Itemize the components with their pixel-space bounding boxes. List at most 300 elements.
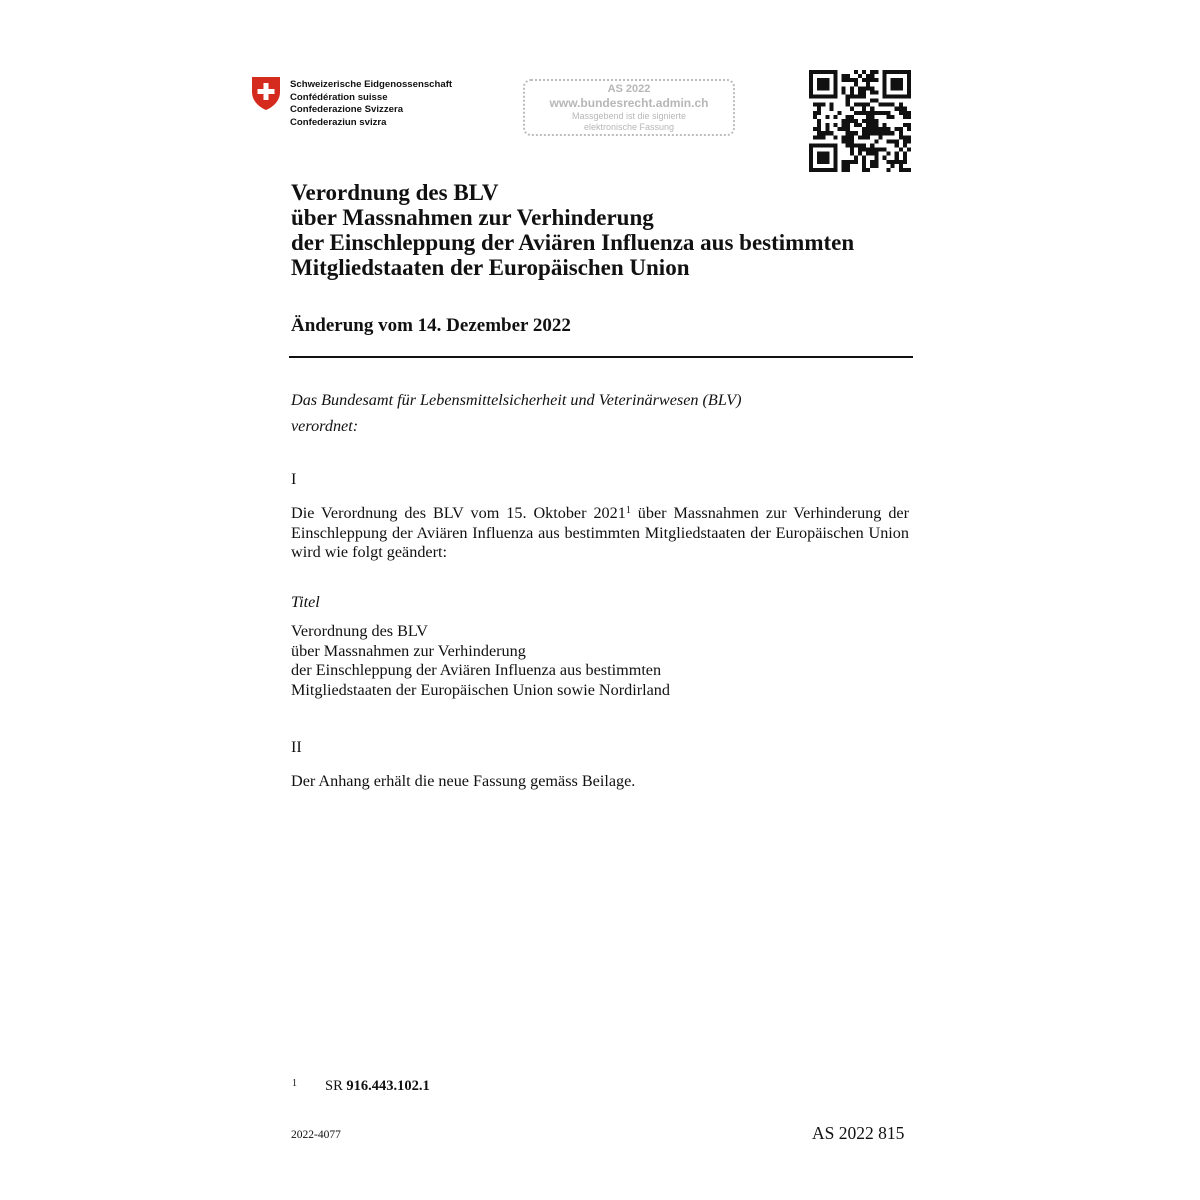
qr-module <box>846 160 850 164</box>
qr-module <box>821 160 825 164</box>
qr-module <box>887 115 891 119</box>
qr-module <box>850 148 854 152</box>
qr-module <box>866 148 870 152</box>
qr-module <box>874 78 878 82</box>
qr-module <box>850 86 854 90</box>
qr-module <box>846 139 850 143</box>
title-line: der Einschleppung der Aviären Influenza aus bestimmten <box>291 230 855 255</box>
qr-module <box>825 160 829 164</box>
qr-module <box>846 103 850 107</box>
confederation-name-it: Confederazione Svizzera <box>290 104 404 115</box>
qr-module <box>907 148 911 152</box>
qr-module <box>862 78 866 82</box>
qr-module <box>899 70 903 74</box>
qr-module <box>903 115 907 119</box>
qr-module <box>825 131 829 135</box>
qr-code-icon[interactable] <box>809 70 911 172</box>
confederation-name-fr: Confédération suisse <box>290 91 388 103</box>
qr-module <box>870 74 874 78</box>
qr-module <box>825 156 829 160</box>
section-heading-i: I <box>291 470 297 488</box>
qr-module <box>833 168 837 172</box>
qr-module <box>862 119 866 123</box>
qr-module <box>809 70 813 74</box>
qr-module <box>866 119 870 123</box>
footnote-reference[interactable]: 1 <box>625 505 631 516</box>
qr-module <box>870 127 874 131</box>
qr-module <box>846 168 850 172</box>
title-line: über Massnahmen zur Verhinderung <box>291 205 654 230</box>
qr-module <box>874 70 878 74</box>
qr-module <box>907 94 911 98</box>
qr-module <box>907 168 911 172</box>
qr-module <box>870 152 874 156</box>
qr-module <box>862 70 866 74</box>
qr-module <box>895 107 899 111</box>
qr-module <box>899 94 903 98</box>
qr-module <box>882 156 886 160</box>
qr-module <box>833 82 837 86</box>
qr-module <box>882 131 886 135</box>
qr-module <box>809 148 813 152</box>
qr-module <box>903 70 907 74</box>
qr-module <box>895 143 899 147</box>
qr-module <box>870 143 874 147</box>
qr-module <box>854 82 858 86</box>
qr-module <box>854 111 858 115</box>
qr-module <box>882 78 886 82</box>
qr-module <box>862 103 866 107</box>
qr-module <box>882 82 886 86</box>
qr-module <box>850 131 854 135</box>
qr-module <box>899 103 903 107</box>
qr-module <box>846 74 850 78</box>
qr-module <box>907 74 911 78</box>
qr-module <box>887 103 891 107</box>
qr-module <box>895 156 899 160</box>
qr-module <box>866 135 870 139</box>
qr-module <box>866 115 870 119</box>
qr-module <box>862 107 866 111</box>
qr-module <box>817 160 821 164</box>
qr-module <box>854 119 858 123</box>
qr-module <box>850 139 854 143</box>
qr-module <box>870 86 874 90</box>
qr-module <box>887 111 891 115</box>
swiss-coat-of-arms-icon <box>251 76 281 111</box>
qr-module <box>882 74 886 78</box>
qr-module <box>821 156 825 160</box>
qr-module <box>882 86 886 90</box>
qr-module <box>907 78 911 82</box>
qr-module <box>854 94 858 98</box>
qr-module <box>866 78 870 82</box>
qr-module <box>887 94 891 98</box>
qr-module <box>813 103 817 107</box>
qr-module <box>878 127 882 131</box>
qr-module <box>907 82 911 86</box>
new-title-line: Verordnung des BLV <box>291 622 428 640</box>
section-heading-ii: II <box>291 738 302 756</box>
qr-module <box>829 94 833 98</box>
footnote-text <box>325 1078 430 1095</box>
qr-module <box>874 156 878 160</box>
qr-module <box>833 123 837 127</box>
qr-module <box>899 86 903 90</box>
qr-module <box>903 143 907 147</box>
confederation-names <box>290 79 452 129</box>
qr-module <box>809 152 813 156</box>
qr-module <box>833 143 837 147</box>
qr-module <box>854 143 858 147</box>
qr-module <box>813 143 817 147</box>
new-title-line: der Einschleppung der Aviären Influenza aus bestimmten <box>291 661 662 680</box>
qr-module <box>870 148 874 152</box>
qr-module <box>829 70 833 74</box>
qr-module <box>817 168 821 172</box>
stamp-note-line2: elektronische Fassung <box>583 122 675 132</box>
qr-module <box>874 148 878 152</box>
qr-module <box>907 70 911 74</box>
qr-module <box>874 160 878 164</box>
qr-module <box>833 148 837 152</box>
qr-module <box>874 131 878 135</box>
qr-module <box>842 160 846 164</box>
qr-module <box>862 111 866 115</box>
qr-module <box>854 103 858 107</box>
qr-module <box>846 131 850 135</box>
qr-module <box>813 70 817 74</box>
qr-module <box>878 111 882 115</box>
qr-module <box>842 74 846 78</box>
qr-module <box>809 143 813 147</box>
qr-module <box>895 152 899 156</box>
qr-module <box>895 82 899 86</box>
qr-module <box>899 107 903 111</box>
qr-module <box>858 74 862 78</box>
qr-module <box>833 135 837 139</box>
qr-module <box>842 139 846 143</box>
qr-module <box>882 111 886 115</box>
qr-module <box>817 82 821 86</box>
qr-module <box>882 103 886 107</box>
qr-module <box>829 103 833 107</box>
qr-module <box>891 139 895 143</box>
qr-module <box>907 135 911 139</box>
qr-module <box>833 86 837 90</box>
qr-module <box>874 164 878 168</box>
qr-module <box>833 164 837 168</box>
qr-module <box>903 94 907 98</box>
qr-module <box>891 86 895 90</box>
qr-module <box>829 168 833 172</box>
qr-module <box>895 127 899 131</box>
qr-module <box>842 86 846 90</box>
qr-module <box>862 143 866 147</box>
qr-module <box>858 152 862 156</box>
qr-module <box>878 131 882 135</box>
qr-module <box>833 90 837 94</box>
qr-module <box>858 90 862 94</box>
qr-module <box>842 119 846 123</box>
qr-module <box>907 115 911 119</box>
confederation-name-de: Schweizerische Eidgenossenschaft <box>290 79 453 90</box>
qr-module <box>817 107 821 111</box>
qr-module <box>878 148 882 152</box>
qr-module <box>891 70 895 74</box>
qr-module <box>891 160 895 164</box>
qr-module <box>870 160 874 164</box>
qr-module <box>866 82 870 86</box>
stamp-collection-label: AS 2022 <box>607 83 651 95</box>
qr-module <box>891 115 895 119</box>
qr-module <box>817 70 821 74</box>
qr-module <box>907 123 911 127</box>
qr-module <box>907 139 911 143</box>
qr-module <box>903 111 907 115</box>
qr-module <box>895 86 899 90</box>
qr-module <box>870 111 874 115</box>
qr-module <box>891 131 895 135</box>
title-line: Verordnung des BLV <box>291 180 499 205</box>
qr-module <box>829 131 833 135</box>
qr-module <box>862 135 866 139</box>
qr-module <box>809 78 813 82</box>
qr-module <box>817 111 821 115</box>
qr-module <box>825 78 829 82</box>
qr-module <box>846 78 850 82</box>
qr-module <box>846 99 850 103</box>
qr-module <box>882 90 886 94</box>
qr-module <box>874 139 878 143</box>
qr-module <box>882 94 886 98</box>
amendment-date: Änderung vom 14. Dezember 2022 <box>291 315 571 336</box>
qr-module <box>887 127 891 131</box>
qr-module <box>809 160 813 164</box>
qr-module <box>833 78 837 82</box>
qr-module <box>850 94 854 98</box>
qr-module <box>899 148 903 152</box>
qr-module <box>903 135 907 139</box>
qr-module <box>813 111 817 115</box>
qr-module <box>813 168 817 172</box>
qr-module <box>862 131 866 135</box>
qr-module <box>895 78 899 82</box>
qr-module <box>842 78 846 82</box>
qr-module <box>825 127 829 131</box>
qr-module <box>833 94 837 98</box>
qr-module <box>862 168 866 172</box>
qr-module <box>809 74 813 78</box>
qr-module <box>903 152 907 156</box>
qr-module <box>817 119 821 123</box>
qr-module <box>862 148 866 152</box>
qr-module <box>858 148 862 152</box>
qr-module <box>829 143 833 147</box>
qr-module <box>874 152 878 156</box>
new-title-line: Mitgliedstaaten der Europäischen Union sowie Nordirland <box>291 680 670 699</box>
official-collection-number: AS 2022 815 <box>812 1123 905 1143</box>
footnote-sr-reference[interactable]: 916.443.102.1 <box>346 1078 430 1094</box>
qr-module <box>817 123 821 127</box>
qr-module <box>813 127 817 131</box>
qr-module <box>817 131 821 135</box>
qr-module <box>899 164 903 168</box>
qr-module <box>903 139 907 143</box>
qr-module <box>833 160 837 164</box>
qr-module <box>858 135 862 139</box>
qr-module <box>870 119 874 123</box>
qr-module <box>821 94 825 98</box>
qr-module <box>882 148 886 152</box>
title-divider <box>289 356 913 358</box>
qr-module <box>895 139 899 143</box>
qr-module <box>903 168 907 172</box>
qr-module <box>899 135 903 139</box>
qr-module <box>887 70 891 74</box>
qr-module <box>821 78 825 82</box>
qr-module <box>809 94 813 98</box>
qr-module <box>899 127 903 131</box>
qr-module <box>862 86 866 90</box>
qr-module <box>907 111 911 115</box>
qr-module <box>870 131 874 135</box>
qr-module <box>862 164 866 168</box>
qr-module <box>821 103 825 107</box>
qr-module <box>825 123 829 127</box>
qr-module <box>899 82 903 86</box>
section-i-text-end: über Massnahmen zur Verhinderung der Einschleppung der Aviären Influenza aus bestimmten Mitgliedstaaten der Europäischen Union wird wie folgt geändert: <box>291 504 909 562</box>
qr-module <box>866 111 870 115</box>
qr-module <box>846 135 850 139</box>
qr-module <box>870 90 874 94</box>
qr-module <box>821 168 825 172</box>
qr-module <box>825 82 829 86</box>
qr-module <box>850 119 854 123</box>
qr-module <box>887 152 891 156</box>
qr-module <box>891 82 895 86</box>
qr-module <box>850 160 854 164</box>
qr-module <box>854 70 858 74</box>
confederation-name-rm: Confederaziun svizra <box>290 116 387 128</box>
qr-module <box>866 168 870 172</box>
qr-module <box>842 135 846 139</box>
qr-module <box>899 111 903 115</box>
qr-module <box>870 123 874 127</box>
qr-module <box>862 94 866 98</box>
qr-module <box>895 70 899 74</box>
preamble <box>291 387 742 439</box>
qr-module <box>907 127 911 131</box>
qr-module <box>858 103 862 107</box>
qr-module <box>850 90 854 94</box>
qr-module <box>891 78 895 82</box>
qr-module <box>874 127 878 131</box>
qr-module <box>821 82 825 86</box>
qr-module <box>813 115 817 119</box>
qr-module <box>866 86 870 90</box>
stamp-note-line1: Massgebend ist die signierte <box>571 111 687 121</box>
qr-module <box>891 103 895 107</box>
qr-module <box>866 123 870 127</box>
qr-module <box>874 90 878 94</box>
qr-module <box>903 156 907 160</box>
footnote-number: 1 <box>292 1078 297 1089</box>
new-title-line: über Massnahmen zur Verhinderung <box>291 641 526 660</box>
qr-module <box>878 135 882 139</box>
qr-module <box>870 99 874 103</box>
qr-module <box>817 152 821 156</box>
qr-module <box>809 168 813 172</box>
qr-module <box>842 123 846 127</box>
stamp-website-link[interactable]: www.bundesrecht.admin.ch <box>549 96 709 110</box>
qr-module <box>891 164 895 168</box>
qr-module <box>899 168 903 172</box>
qr-module <box>821 135 825 139</box>
qr-module <box>817 86 821 90</box>
footnote-prefix: SR <box>325 1078 347 1094</box>
qr-module <box>862 156 866 160</box>
qr-module <box>825 94 829 98</box>
qr-module <box>862 90 866 94</box>
qr-module <box>850 152 854 156</box>
qr-module <box>842 164 846 168</box>
qr-module <box>829 107 833 111</box>
qr-module <box>850 78 854 82</box>
qr-module <box>850 135 854 139</box>
qr-module <box>907 90 911 94</box>
qr-module <box>817 156 821 160</box>
qr-module <box>817 127 821 131</box>
qr-module <box>899 160 903 164</box>
qr-module <box>821 86 825 90</box>
qr-module <box>899 78 903 82</box>
qr-module <box>846 164 850 168</box>
qr-module <box>858 86 862 90</box>
qr-module <box>809 156 813 160</box>
qr-module <box>858 123 862 127</box>
qr-module <box>846 115 850 119</box>
qr-module <box>903 160 907 164</box>
qr-module <box>809 82 813 86</box>
qr-module <box>870 78 874 82</box>
qr-module <box>821 131 825 135</box>
new-title-block <box>291 622 670 700</box>
qr-module <box>821 152 825 156</box>
qr-module <box>817 143 821 147</box>
qr-module <box>858 94 862 98</box>
document-title <box>291 180 854 280</box>
preamble-verb: verordnet: <box>291 417 359 435</box>
qr-module <box>825 143 829 147</box>
qr-module <box>809 90 813 94</box>
qr-module <box>838 111 842 115</box>
qr-module <box>833 152 837 156</box>
qr-module <box>854 160 858 164</box>
qr-module <box>903 107 907 111</box>
qr-module <box>866 152 870 156</box>
title-line: Mitgliedstaaten der Europäischen Union <box>291 255 690 280</box>
qr-module <box>874 119 878 123</box>
qr-module <box>817 135 821 139</box>
official-publication-stamp <box>523 79 735 136</box>
qr-module <box>899 131 903 135</box>
qr-module <box>870 115 874 119</box>
qr-module <box>882 70 886 74</box>
qr-module <box>870 107 874 111</box>
section-i-text-start: Die Verordnung des BLV vom 15. Oktober 2021 <box>291 504 626 522</box>
qr-module <box>813 94 817 98</box>
